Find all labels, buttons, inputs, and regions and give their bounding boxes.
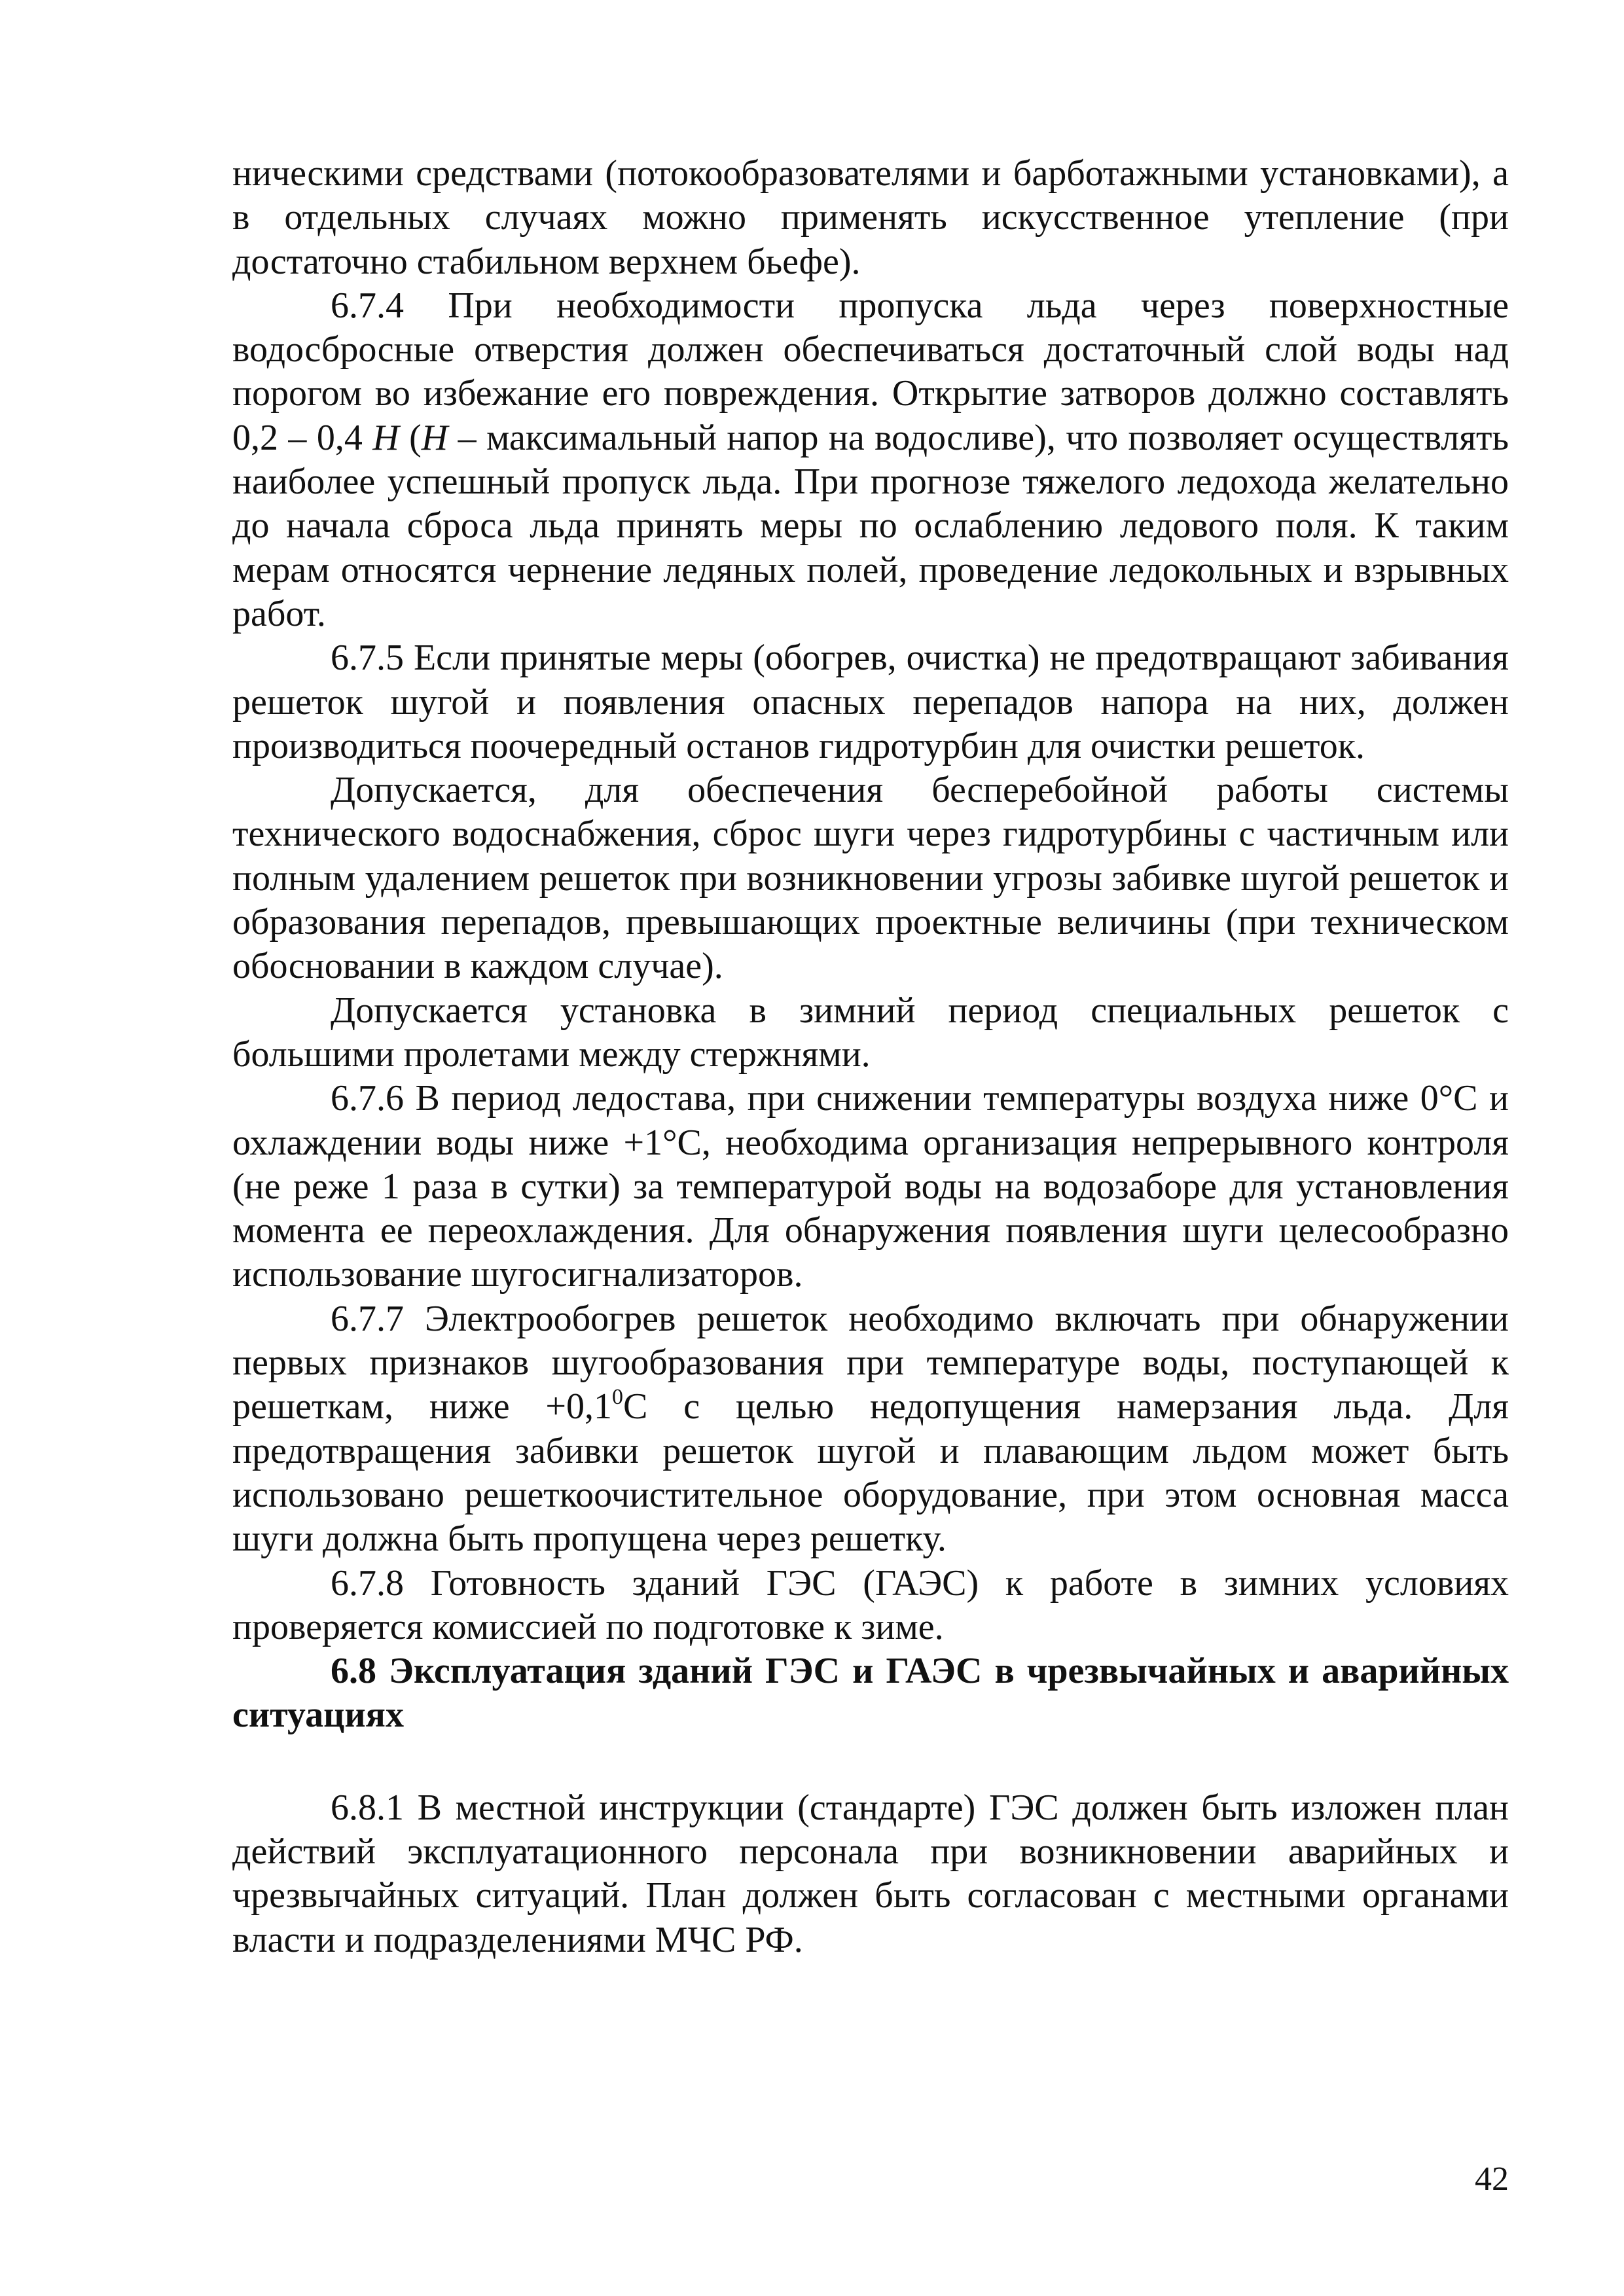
paragraph-allowed-winter-grates: Допускается установка в зимний период специальных решеток с большими пролетами между стержнями.: [232, 990, 1509, 1075]
page-number: 42: [1475, 2161, 1509, 2198]
document-page: [232, 152, 1509, 1962]
paragraph-6-7-8: 6.7.8 Готовность зданий ГЭС (ГАЭС) к работе в зимних условиях проверяется комиссией по подготовке к зиме.: [232, 1562, 1509, 1647]
paragraph-6-7-7: 6.7.7 Электрообогрев решеток необходимо включать при обнаружении первых признаков шугообразования при температуре воды, поступающей к решеткам, ниже $+0,1^0С$ с целью недопущения намерзания льда. Для предотвращения забивки решеток шугой и плавающим льдом может быть использовано решеткоочистительное оборудование, при этом основная масса шуги должна быть пропущена через решетку.: [232, 1298, 1509, 1560]
paragraph-6-7-4: 6.7.4 При необходимости пропуска льда через поверхностные водосбросные отверстия должен обеспечиваться достаточный слой воды над порогом во избежание его повреждения. Открытие затворов должно составлять 0,2 – 0,4 H (H – максимальный напор на водосливе), что позволяет осуществлять наиболее успешный пропуск льда. При прогнозе тяжелого ледохода желательно до начала сброса льда принять меры по ослаблению ледового поля. К таким мерам относятся чернение ледяных полей, проведение ледокольных и взрывных работ.: [232, 285, 1509, 634]
paragraph-allowed-discharge: Допускается, для обеспечения бесперебойной работы системы технического водоснабжения, сброс шуги через гидротурбины с частичным или полным удалением решеток при возникновении угрозы забивке шугой решеток и образования перепадов, превышающих проектные величины (при техническом обосновании в каждом случае).: [232, 770, 1509, 987]
paragraph-6-7-6: 6.7.6 В период ледостава, при снижении температуры воздуха ниже 0°С и охлаждении воды ниже +1°С, необходима организация непрерывного контроля (не реже 1 раза в сутки) за температурой воды на водозаборе для установления момента ее переохлаждения. Для обнаружения появления шуги целесообразно использование шугосигнализаторов.: [232, 1078, 1509, 1295]
paragraph-6-7-5: 6.7.5 Если принятые меры (обогрев, очистка) не предотвращают забивания решеток шугой и появления опасных перепадов напора на них, должен производиться поочередный останов гидротурбин для очистки решеток.: [232, 637, 1509, 766]
paragraph-6-8-1: 6.8.1 В местной инструкции (стандарте) ГЭС должен быть изложен план действий эксплуатационного персонала при возникновении аварийных и чрезвычайных ситуаций. План должен быть согласован с местными органами власти и подразделениями МЧС РФ.: [232, 1787, 1509, 1960]
section-heading-6-8: 6.8 Эксплуатация зданий ГЭС и ГАЭС в чрезвычайных и аварийных ситуациях: [232, 1651, 1509, 1736]
paragraph-continuation: ническими средствами (потокообразователями и барботажными установками), а в отдельных случаях можно применять искусственное утепление (при достаточно стабильном верхнем бьефе).: [232, 153, 1509, 282]
